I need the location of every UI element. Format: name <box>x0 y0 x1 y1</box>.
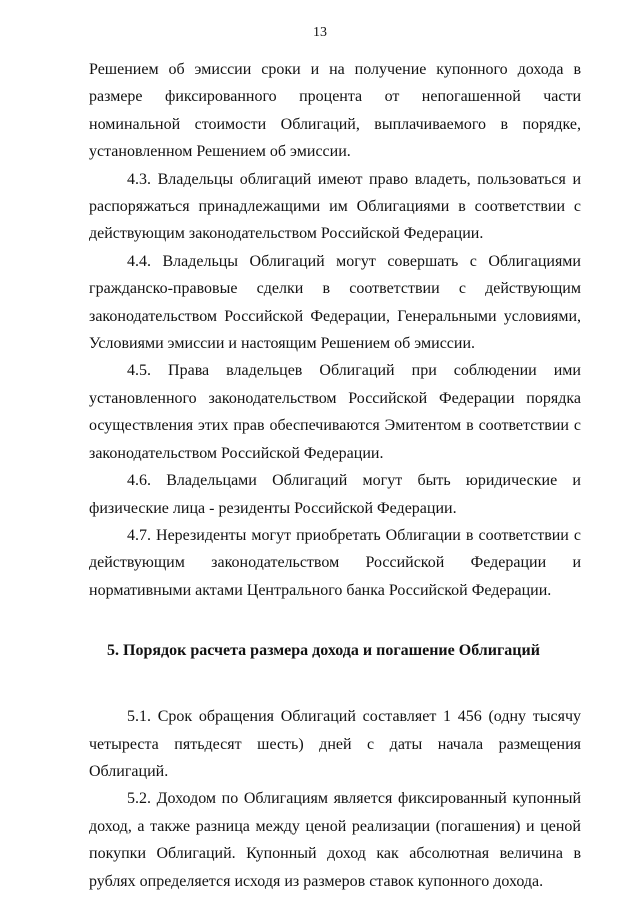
page-number: 13 <box>313 25 327 40</box>
section-heading: 5. Порядок расчета размера дохода и погашение Облигаций <box>107 642 540 660</box>
paragraph-4-3: 4.3. Владельцы облигаций имеют право владеть, пользоваться и распоряжаться принадлежащими им Облигациями в соответствии с действующим законодательством Российской Федерации. <box>89 170 581 243</box>
paragraph-4-6: 4.6. Владельцами Облигаций могут быть юридические и физические лица - резиденты Российской Федерации. <box>89 472 581 517</box>
paragraph-4-7: 4.7. Нерезиденты могут приобретать Облигации в соответствии с действующим законодательством Российской Федерации и нормативными актами Центрального банка Российской Федерации. <box>89 526 581 599</box>
paragraph-continuation: Решением об эмиссии сроки и на получение купонного дохода в размере фиксированного процента от непогашенной части номинальной стоимости Облигаций, выплачиваемого в порядке, установленном Решением об эмиссии. <box>89 61 581 161</box>
paragraph-4-4: 4.4. Владельцы Облигаций могут совершать с Облигациями гражданско-правовые сделки в соответствии с действующим законодательством Российской Федерации, Генеральными условиями, Условиями эмиссии и настоящим Решением об эмиссии. <box>89 252 581 353</box>
page-content <box>89 56 581 895</box>
paragraph-5-2: 5.2. Доходом по Облигациям является фиксированный купонный доход, а также разница между ценой реализации (погашения) и ценой покупки Облигаций. Купонный доход как абсолютная величина в рублях определяется исходя из размеров ставок купонного дохода. <box>89 790 581 890</box>
paragraph-4-5: 4.5. Права владельцев Облигаций при соблюдении ими установленного законодательством Российской Федерации порядка осуществления этих прав обеспечиваются Эмитентом в соответствии с законодательством Российской Федерации. <box>89 362 581 462</box>
paragraph-5-1: 5.1. Срок обращения Облигаций составляет 1 456 (одну тысячу четыреста пятьдесят шесть) дней с даты начала размещения Облигаций. <box>89 708 581 780</box>
